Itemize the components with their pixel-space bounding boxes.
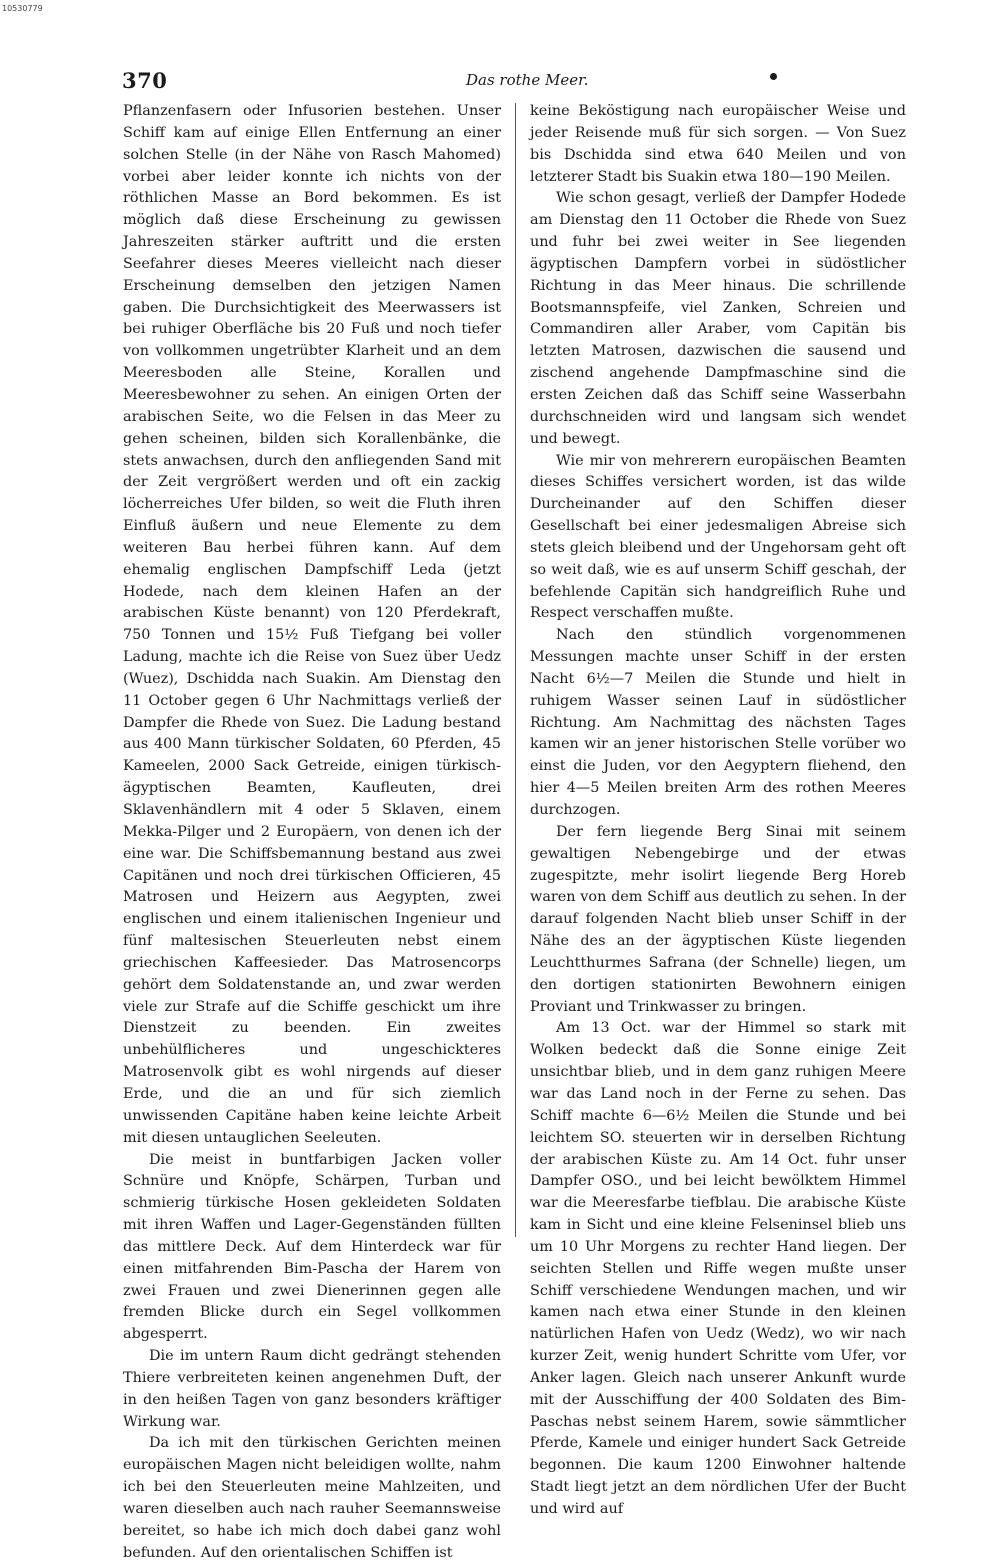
paragraph: Pflanzenfasern oder Infusorien bestehen. Unser Schiff kam auf einige Ellen Entfernung an einer solchen Stelle (in der Nähe von Rasch Mahomed) vorbei aber leider konnte ich nichts von der röthlichen Masse an Bord bekommen. Es ist möglich daß diese Erscheinung zu gewissen Jahreszeiten stärker auftritt und die ersten Seefahrer dieses Meeres vielleicht nach dieser Erscheinung demselben den jetzigen Namen gaben. Die Durchsichtigkeit des Meerwassers ist bei ruhiger Oberfläche bis 20 Fuß und noch tiefer von vollkommen ungetrübter Klarheit und an dem Meeresboden alle Steine, Korallen und Meeresbewohner zu sehen. An einigen Orten der arabischen Seite, wo die Felsen in das Meer zu gehen scheinen, bilden sich Korallenbänke, die stets anwachsen, durch den anfliegenden Sand mit der Zeit vergrößert werden und oft ein zackig löcherreiches Ufer bilden, so weit die Fluth ihren Einfluß äußern und neue Elemente zu dem weiteren Bau herbei führen kann. Auf dem ehemalig englischen Dampfschiff Leda (jetzt Hodede, nach dem kleinen Hafen an der arabischen Küste benannt) von 120 Pferdekraft, 750 Tonnen und 15½ Fuß Tiefgang bei voller Ladung, machte ich die Reise von Suez über Uedz (Wuez), Dschidda nach Suakin. Am Dienstag den 11 October gegen 6 Uhr Nachmittags verließ der Dampfer die Rhede von Suez. Die Ladung bestand aus 400 Mann türkischer Soldaten, 60 Pferden, 45 Kameelen, 2000 Sack Getreide, einigen türkisch-ägyptischen Beamten, Kaufleuten, drei Sklavenhändlern mit 4 oder 5 Sklaven, einem Mekka-Pilger und 2 Europäern, von denen ich der eine war. Die Schiffsbemannung bestand aus zwei Capitänen und noch drei türkischen Officieren, 45 Matrosen und Heizern aus Aegypten, zwei englischen und einem italienischen Ingenieur und fünf maltesischen Steuerleuten nebst einem griechischen Kaffeesieder. Das Matrosencorps gehört dem Soldatenstande an, und zwar werden viele zur Strafe auf die Schiffe geschickt um ihre Dienstzeit zu beenden. Ein zweites unbehülflicheres und ungeschickteres Matrosenvolk gibt es wohl nirgends auf dieser Erde, und die an und für sich ziemlich unwissenden Capitäne haben keine leichte Arbeit mit diesen untauglichen Seeleuten. bbox=[123, 103, 501, 1146]
paragraph: Da ich mit den türkischen Gerichten meinen europäischen Magen nicht beleidigen wollte, nahm ich bei den Steuerleuten meine Mahlzeiten, und waren dieselben auch nach rauher Seemannsweise bereitet, so habe ich mich doch dabei ganz wohl befunden. Auf den orientalischen Schiffen ist bbox=[123, 1435, 501, 1561]
column-divider bbox=[515, 103, 516, 1237]
paragraph: keine Beköstigung nach europäischer Weise und jeder Reisende muß für sich sorgen. — Von Suez bis Dschidda sind etwa 640 Meilen und von letzterer Stadt bis Suakin etwa 180—190 Meilen. bbox=[530, 103, 906, 185]
page-number: 370 bbox=[122, 68, 168, 93]
left-column bbox=[123, 101, 501, 1561]
paragraph: Die meist in buntfarbigen Jacken voller Schnüre und Knöpfe, Schärpen, Turban und schmierig türkische Hosen gekleideten Soldaten mit ihren Waffen und Lager-Gegenständen füllten das mittlere Deck. Auf dem Hinterdeck war für einen mitfahrenden Bim-Pascha der Harem von zwei Frauen und zwei Dienerinnen gegen alle fremden Blicke durch ein Segel vollkommen abgesperrt. bbox=[123, 1151, 501, 1343]
paragraph: Der fern liegende Berg Sinai mit seinem gewaltigen Nebengebirge und der etwas zugespitzte, mehr isolirt liegende Berg Horeb waren von dem Schiff aus deutlich zu sehen. In der darauf folgenden Nacht blieb unser Schiff in der Nähe des an der ägyptischen Küste liegenden Leuchtthurmes Safrana (der Schnelle) liegen, um den dortigen stationirten Bewohnern einigen Proviant und Trinkwasser zu bringen. bbox=[530, 823, 906, 1015]
paragraph: Wie mir von mehrerern europäischen Beamten dieses Schiffes versichert worden, ist das wilde Durcheinander auf den Schiffen dieser Gesellschaft bei einer jedesmaligen Abreise sich stets gleich bleibend und der Ungehorsam geht oft so weit daß, wie es auf unserm Schiff geschah, der befehlende Capitän sich handgreiflich Ruhe und Respect verschaffen mußte. bbox=[530, 452, 906, 622]
running-title: Das rothe Meer. bbox=[466, 71, 589, 89]
right-column bbox=[530, 101, 906, 1517]
scan-id: 10530779 bbox=[2, 4, 43, 13]
print-speck bbox=[770, 73, 777, 80]
paragraph: Die im untern Raum dicht gedrängt stehenden Thiere verbreiteten keinen angenehmen Duft, der in den heißen Tagen von ganz besonders kräftiger Wirkung war. bbox=[123, 1348, 501, 1430]
paragraph: Wie schon gesagt, verließ der Dampfer Hodede am Dienstag den 11 October die Rhede von Suez und fuhr bei zwei weiter in See liegenden ägyptischen Dampfern vorbei in südöstlicher Richtung in das Meer hinaus. Die schrillende Bootsmannspfeife, viel Zanken, Schreien und Commandiren aller Araber, vom Capitän bis letzten Matrosen, dazwischen die sausend und zischend angehende Dampfmaschine sind die ersten Zeichen daß das Schiff seine Wasserbahn durchschneiden wird und langsam sich wendet und bewegt. bbox=[530, 190, 906, 447]
paragraph: Am 13 Oct. war der Himmel so stark mit Wolken bedeckt daß die Sonne einige Zeit unsichtbar blieb, und in dem ganz ruhigen Meere war das Land noch in der Ferne zu sehen. Das Schiff machte 6—6½ Meilen die Stunde und bei leichtem SO. steuerten wir in derselben Richtung der arabischen Küste zu. Am 14 Oct. fuhr unser Dampfer OSO., und bei leicht bewölktem Himmel war die Meeresfarbe tiefblau. Die arabische Küste kam in Sicht und eine kleine Felseninsel blieb uns um 10 Uhr Morgens zu rechter Hand liegen. Der seichten Stellen und Riffe wegen mußte unser Schiff verschiedene Wendungen machen, und wir kamen nach etwa einer Stunde in den kleinen natürlichen Hafen von Uedz (Wedz), wo wir nach kurzer Zeit, wenig hundert Schritte vom Ufer, vor Anker lagen. Gleich nach unserer Ankunft wurde mit der Ausschiffung der 400 Soldaten des Bim-Paschas nebst seinem Harem, sowie sämmtlicher Pferde, Kamele und einiger hundert Sack Getreide begonnen. Die kaum 1200 Einwohner haltende Stadt liegt jetzt an dem nördlichen Ufer der Bucht und wird auf bbox=[530, 1020, 906, 1517]
paragraph: Nach den stündlich vorgenommenen Messungen machte unser Schiff in der ersten Nacht 6½—7 Meilen die Stunde und hielt in ruhigem Wasser seinen Lauf in südöstlicher Richtung. Am Nachmittag des nächsten Tages kamen wir an jener historischen Stelle vorüber wo einst die Juden, vor den Aegyptern fliehend, den hier 4—5 Meilen breiten Arm des rothen Meeres durchzogen. bbox=[530, 627, 906, 818]
